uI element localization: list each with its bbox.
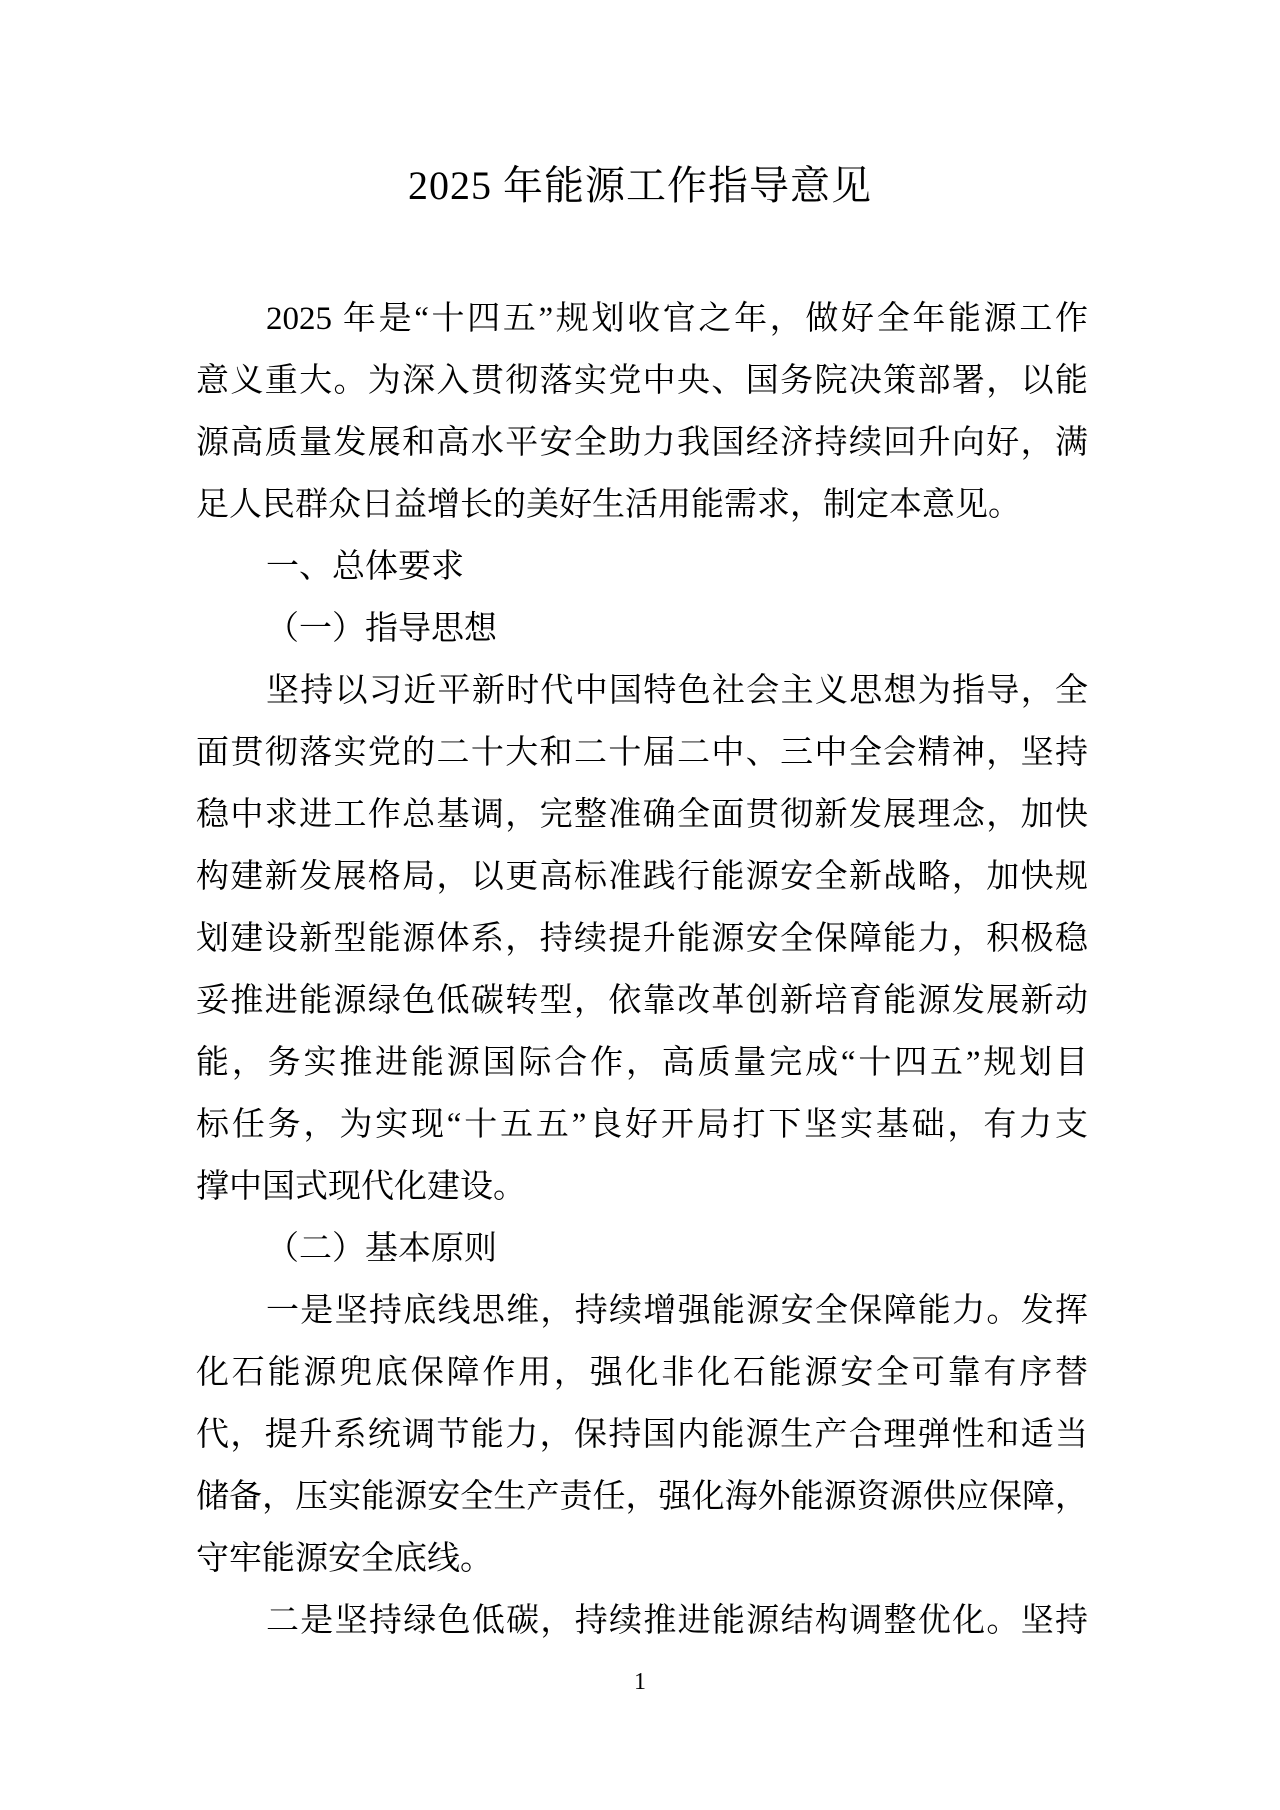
body-text-line: 面贯彻落实党的二十大和二十届二中、三中全会精神，坚持 [196, 735, 1088, 771]
body-text-line: 一是坚持底线思维，持续增强能源安全保障能力。发挥 [266, 1293, 1088, 1329]
section-heading-line: （二）基本原则 [266, 1231, 497, 1267]
body-text-line: 意义重大。为深入贯彻落实党中央、国务院决策部署，以能 [196, 363, 1088, 399]
body-text-line: 坚持以习近平新时代中国特色社会主义思想为指导，全 [266, 673, 1088, 709]
section-heading-line: 一、总体要求 [266, 549, 464, 585]
body-text-line: 足人民群众日益增长的美好生活用能需求，制定本意见。 [196, 487, 1021, 523]
body-text-line: 守牢能源安全底线。 [196, 1541, 493, 1577]
body-text-line: 撑中国式现代化建设。 [196, 1169, 526, 1205]
body-text-line: 妥推进能源绿色低碳转型，依靠改革创新培育能源发展新动 [196, 983, 1088, 1019]
body-text-line: 储备，压实能源安全生产责任，强化海外能源资源供应保障， [196, 1479, 1088, 1515]
document-title: 2025 年能源工作指导意见 [408, 163, 872, 208]
body-text-line: 代，提升系统调节能力，保持国内能源生产合理弹性和适当 [196, 1417, 1088, 1453]
body-text-line: 稳中求进工作总基调，完整准确全面贯彻新发展理念，加快 [196, 797, 1088, 833]
body-text-line: 标任务，为实现“十五五”良好开局打下坚实基础，有力支 [196, 1107, 1088, 1143]
body-text-line: 2025 年是“十四五”规划收官之年，做好全年能源工作 [266, 301, 1088, 337]
body-text-line: 构建新发展格局，以更高标准践行能源安全新战略，加快规 [196, 859, 1088, 895]
body-text-line: 能，务实推进能源国际合作，高质量完成“十四五”规划目 [196, 1045, 1088, 1081]
body-text-line: 划建设新型能源体系，持续提升能源安全保障能力，积极稳 [196, 921, 1088, 957]
body-text-line: 二是坚持绿色低碳，持续推进能源结构调整优化。坚持 [266, 1603, 1088, 1639]
body-text-line: 源高质量发展和高水平安全助力我国经济持续回升向好，满 [196, 425, 1088, 461]
body-text-line: 化石能源兜底保障作用，强化非化石能源安全可靠有序替 [196, 1355, 1088, 1391]
document-body [196, 288, 1088, 1652]
section-heading-line: （一）指导思想 [266, 611, 497, 647]
page-number: 1 [634, 1669, 646, 1695]
